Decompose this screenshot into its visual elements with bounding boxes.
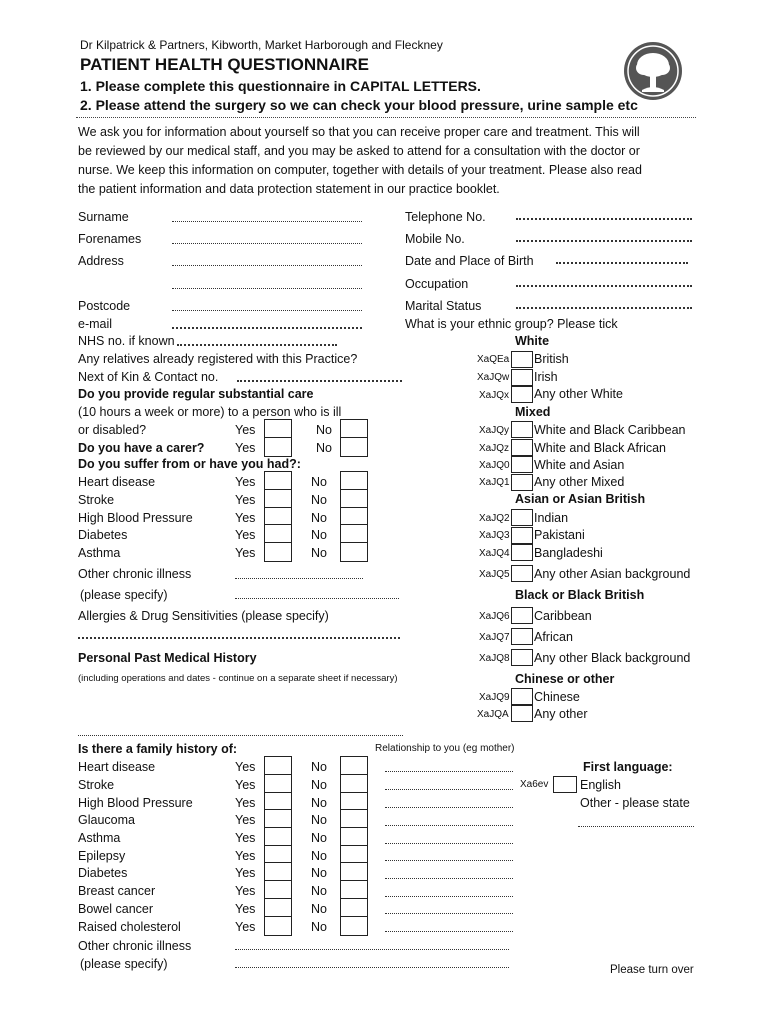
no-label: No	[311, 849, 327, 863]
condition-heart: Heart disease	[78, 475, 156, 489]
family-diabetes-yes-checkbox[interactable]	[264, 862, 292, 882]
ethnic-label: Any other	[534, 707, 588, 721]
family-breast-cancer-no-checkbox[interactable]	[340, 880, 368, 900]
no-label: No	[311, 528, 327, 542]
ethnic-code: XaJQ2	[479, 513, 510, 524]
no-label: No	[311, 475, 327, 489]
instruction-2: 2. Please attend the surgery so we can check your blood pressure, urine sample etc	[80, 97, 638, 113]
other-illness-field[interactable]	[235, 578, 363, 579]
ethnic-code: XaJQ3	[479, 530, 510, 541]
no-label: No	[311, 866, 327, 880]
family-history-title: Is there a family history of:	[78, 742, 238, 756]
ethnic-label: Pakistani	[534, 528, 585, 542]
ethnic-label: Irish	[534, 370, 558, 384]
ethnic-code: XaJQy	[479, 425, 510, 436]
ethnic-checkbox-indian[interactable]	[511, 509, 533, 526]
footer-note: Please turn over	[610, 964, 694, 976]
condition-stroke: Stroke	[78, 493, 115, 507]
occupation-label: Occupation	[405, 277, 469, 291]
yes-label: Yes	[235, 546, 256, 560]
family-heart-yes-checkbox[interactable]	[264, 756, 292, 776]
past-history-field[interactable]	[78, 735, 403, 736]
telephone-field[interactable]	[516, 218, 692, 220]
ethnic-checkbox-bangladeshi[interactable]	[511, 544, 533, 561]
first-language-title: First language:	[583, 760, 673, 774]
family-condition: Diabetes	[78, 866, 128, 880]
no-label: No	[311, 511, 327, 525]
relationship-field[interactable]	[385, 931, 513, 932]
no-label: No	[311, 546, 327, 560]
ethnic-checkbox-other-mixed[interactable]	[511, 474, 533, 491]
relationship-field[interactable]	[385, 789, 513, 790]
care-no-checkbox[interactable]	[340, 419, 368, 439]
care-question-detail: (10 hours a week or more) to a person who is ill	[78, 405, 342, 419]
ethnic-label: Any other Black background	[534, 651, 691, 665]
ethnic-label: British	[534, 352, 569, 366]
other-language-field[interactable]	[578, 826, 694, 827]
ethnic-label: White and Black Caribbean	[534, 423, 686, 437]
ethnic-code: XaJQ6	[479, 611, 510, 622]
ethnic-code: XaJQz	[479, 443, 510, 454]
ethnic-checkbox-irish[interactable]	[511, 369, 533, 386]
please-specify-label: (please specify)	[80, 588, 168, 602]
family-other-illness-label: Other chronic illness	[78, 939, 192, 953]
family-breast-cancer-yes-checkbox[interactable]	[264, 880, 292, 900]
carer-yes-label: Yes	[235, 441, 256, 455]
family-bowel-cancer-yes-checkbox[interactable]	[264, 898, 292, 918]
ethnic-label: Any other White	[534, 387, 623, 401]
ethnic-checkbox-other-asian[interactable]	[511, 565, 533, 582]
relationship-field[interactable]	[385, 878, 513, 879]
ethnic-code: XaJQx	[479, 390, 510, 401]
ethnic-code: XaJQ7	[479, 632, 510, 643]
allergies-label: Allergies & Drug Sensitivities (please specify)	[78, 609, 329, 623]
no-label: No	[311, 920, 327, 934]
no-label: No	[311, 831, 327, 845]
allergies-field[interactable]	[78, 637, 400, 639]
ethnic-label: Any other Asian background	[534, 567, 691, 581]
address-label: Address	[78, 254, 124, 268]
ethnic-heading-chinese: Chinese or other	[515, 672, 615, 686]
forenames-field[interactable]	[172, 243, 362, 244]
care-yes-checkbox[interactable]	[264, 419, 292, 439]
page-title: PATIENT HEALTH QUESTIONNAIRE	[80, 55, 369, 74]
dob-label: Date and Place of Birth	[405, 254, 534, 268]
relationship-field[interactable]	[385, 913, 513, 914]
ethnic-code: XaJQA	[477, 709, 509, 720]
ethnic-code: XaJQ9	[479, 692, 510, 703]
family-condition: Asthma	[78, 831, 121, 845]
past-history-title: Personal Past Medical History	[78, 651, 257, 665]
yes-label: Yes	[235, 475, 256, 489]
mobile-label: Mobile No.	[405, 232, 465, 246]
family-glaucoma-yes-checkbox[interactable]	[264, 809, 292, 829]
relationship-field[interactable]	[385, 807, 513, 808]
ethnic-heading-asian: Asian or Asian British	[515, 492, 646, 506]
relationship-field[interactable]	[385, 896, 513, 897]
ethnic-label: Bangladeshi	[534, 546, 603, 560]
surname-label: Surname	[78, 210, 129, 224]
ethnic-code: XaJQ5	[479, 569, 510, 580]
email-field[interactable]	[172, 327, 362, 329]
ethnic-code: XaJQ1	[479, 477, 510, 488]
carer-question: Do you have a carer?	[78, 441, 205, 455]
mobile-field[interactable]	[516, 240, 692, 242]
ethnic-question: What is your ethnic group? Please tick	[405, 317, 618, 331]
condition-bp: High Blood Pressure	[78, 511, 193, 525]
relatives-label: Any relatives already registered with this Practice?	[78, 352, 358, 366]
ethnic-checkbox-british[interactable]	[511, 351, 533, 368]
yes-label: Yes	[235, 884, 256, 898]
ethnic-code: XaQEa	[477, 354, 510, 365]
past-history-note: (including operations and dates - continue on a separate sheet if necessary)	[78, 673, 398, 684]
ethnic-heading-white: White	[515, 334, 550, 348]
family-condition: Epilepsy	[78, 849, 126, 863]
yes-label: Yes	[235, 796, 256, 810]
ethnic-checkbox-chinese[interactable]	[511, 688, 533, 705]
nhs-label: NHS no. if known	[78, 334, 175, 348]
relationship-field[interactable]	[385, 860, 513, 861]
ethnic-checkbox-white-black-african[interactable]	[511, 439, 533, 456]
family-asthma-yes-checkbox[interactable]	[264, 827, 292, 847]
ethnic-label: White and Asian	[534, 458, 625, 472]
asthma-yes-checkbox[interactable]	[264, 542, 292, 562]
yes-label: Yes	[235, 528, 256, 542]
english-checkbox[interactable]	[553, 776, 577, 793]
ethnic-checkbox-african[interactable]	[511, 628, 533, 645]
yes-label: Yes	[235, 778, 256, 792]
surname-field[interactable]	[172, 221, 362, 222]
ethnic-checkbox-caribbean[interactable]	[511, 607, 533, 624]
family-stroke-yes-checkbox[interactable]	[264, 774, 292, 794]
relationship-field[interactable]	[385, 771, 513, 772]
header-divider	[76, 117, 696, 118]
ethnic-code: XaJQ8	[479, 653, 510, 664]
diabetes-yes-checkbox[interactable]	[264, 524, 292, 544]
stroke-no-checkbox[interactable]	[340, 489, 368, 509]
ethnic-checkbox-white-black-caribbean[interactable]	[511, 421, 533, 438]
no-label: No	[311, 902, 327, 916]
ethnic-code: XaJQ0	[479, 460, 510, 471]
intro-text: We ask you for information about yourself so that you can receive proper care and treatment. This will be reviewed by our medical staff, and you may be asked to attend for a consultation with the doctor or nurse. We keep this information on computer, together with details of your treatment. Please also read the patient information and data protection statement in our practice booklet.	[78, 125, 642, 196]
next-of-kin-field[interactable]	[237, 380, 402, 382]
no-label: No	[311, 796, 327, 810]
stroke-yes-checkbox[interactable]	[264, 489, 292, 509]
family-condition: Bowel cancer	[78, 902, 154, 916]
other-language-label: Other - please state	[580, 796, 690, 810]
family-specify-label: (please specify)	[80, 957, 168, 971]
ethnic-label: White and Black African	[534, 441, 667, 455]
family-other-illness-field[interactable]	[235, 949, 509, 950]
yes-label: Yes	[235, 849, 256, 863]
condition-diabetes: Diabetes	[78, 528, 128, 542]
no-label: No	[311, 778, 327, 792]
ethnic-checkbox-pakistani[interactable]	[511, 527, 533, 544]
care-no-label: No	[316, 423, 332, 437]
family-asthma-no-checkbox[interactable]	[340, 827, 368, 847]
carer-no-label: No	[316, 441, 332, 455]
please-specify-field[interactable]	[235, 598, 399, 599]
carer-yes-checkbox[interactable]	[264, 437, 292, 457]
family-stroke-no-checkbox[interactable]	[340, 774, 368, 794]
yes-label: Yes	[235, 760, 256, 774]
asthma-no-checkbox[interactable]	[340, 542, 368, 562]
no-label: No	[311, 813, 327, 827]
ethnic-label: African	[534, 630, 573, 644]
care-question-end: or disabled?	[78, 423, 147, 437]
marital-label: Marital Status	[405, 299, 482, 313]
next-of-kin-label: Next of Kin & Contact no.	[78, 370, 219, 384]
language-code: Xa6ev	[520, 779, 549, 790]
ethnic-checkbox-other-white[interactable]	[511, 386, 533, 403]
carer-no-checkbox[interactable]	[340, 437, 368, 457]
relationship-header: Relationship to you (eg mother)	[375, 743, 515, 754]
family-condition: Glaucoma	[78, 813, 135, 827]
tree-logo-icon	[622, 40, 684, 102]
address-field-1[interactable]	[172, 265, 362, 266]
family-condition: Stroke	[78, 778, 115, 792]
instruction-1: 1. Please complete this questionnaire in CAPITAL LETTERS.	[80, 78, 481, 94]
condition-asthma: Asthma	[78, 546, 121, 560]
ethnic-label: Any other Mixed	[534, 475, 625, 489]
postcode-field[interactable]	[172, 310, 362, 311]
care-question: Do you provide regular substantial care	[78, 387, 314, 401]
no-label: No	[311, 493, 327, 507]
ethnic-checkbox-white-asian[interactable]	[511, 456, 533, 473]
forenames-label: Forenames	[78, 232, 142, 246]
english-label: English	[580, 778, 621, 792]
diabetes-no-checkbox[interactable]	[340, 524, 368, 544]
family-heart-no-checkbox[interactable]	[340, 756, 368, 776]
family-cholesterol-no-checkbox[interactable]	[340, 916, 368, 936]
suffer-question: Do you suffer from or have you had?:	[78, 457, 301, 471]
yes-label: Yes	[235, 511, 256, 525]
relationship-field[interactable]	[385, 825, 513, 826]
marital-field[interactable]	[516, 307, 692, 309]
yes-label: Yes	[235, 866, 256, 880]
other-illness-label: Other chronic illness	[78, 567, 192, 581]
ethnic-code: XaJQ4	[479, 548, 510, 559]
no-label: No	[311, 760, 327, 774]
ethnic-label: Chinese	[534, 690, 580, 704]
ethnic-label: Caribbean	[534, 609, 592, 623]
family-bowel-cancer-no-checkbox[interactable]	[340, 898, 368, 918]
family-specify-field[interactable]	[235, 967, 509, 968]
practice-name: Dr Kilpatrick & Partners, Kibworth, Market Harborough and Fleckney	[80, 38, 443, 52]
heart-yes-checkbox[interactable]	[264, 471, 292, 491]
dob-field[interactable]	[556, 262, 688, 264]
family-condition: Raised cholesterol	[78, 920, 181, 934]
family-condition: High Blood Pressure	[78, 796, 193, 810]
postcode-label: Postcode	[78, 299, 131, 313]
heart-no-checkbox[interactable]	[340, 471, 368, 491]
family-condition: Heart disease	[78, 760, 156, 774]
ethnic-label: Indian	[534, 511, 569, 525]
occupation-field[interactable]	[516, 285, 692, 287]
telephone-label: Telephone No.	[405, 210, 486, 224]
address-field-2[interactable]	[172, 288, 362, 289]
care-yes-label: Yes	[235, 423, 256, 437]
yes-label: Yes	[235, 902, 256, 916]
no-label: No	[311, 884, 327, 898]
ethnic-heading-mixed: Mixed	[515, 405, 551, 419]
yes-label: Yes	[235, 493, 256, 507]
family-cholesterol-yes-checkbox[interactable]	[264, 916, 292, 936]
yes-label: Yes	[235, 920, 256, 934]
family-diabetes-no-checkbox[interactable]	[340, 862, 368, 882]
yes-label: Yes	[235, 831, 256, 845]
ethnic-checkbox-any-other[interactable]	[511, 705, 533, 722]
ethnic-checkbox-other-black[interactable]	[511, 649, 533, 666]
family-condition: Breast cancer	[78, 884, 156, 898]
ethnic-code: XaJQw	[477, 372, 510, 383]
email-label: e-mail	[78, 317, 113, 331]
family-glaucoma-no-checkbox[interactable]	[340, 809, 368, 829]
nhs-field[interactable]	[177, 344, 337, 346]
ethnic-heading-black: Black or Black British	[515, 588, 645, 602]
relationship-field[interactable]	[385, 843, 513, 844]
yes-label: Yes	[235, 813, 256, 827]
